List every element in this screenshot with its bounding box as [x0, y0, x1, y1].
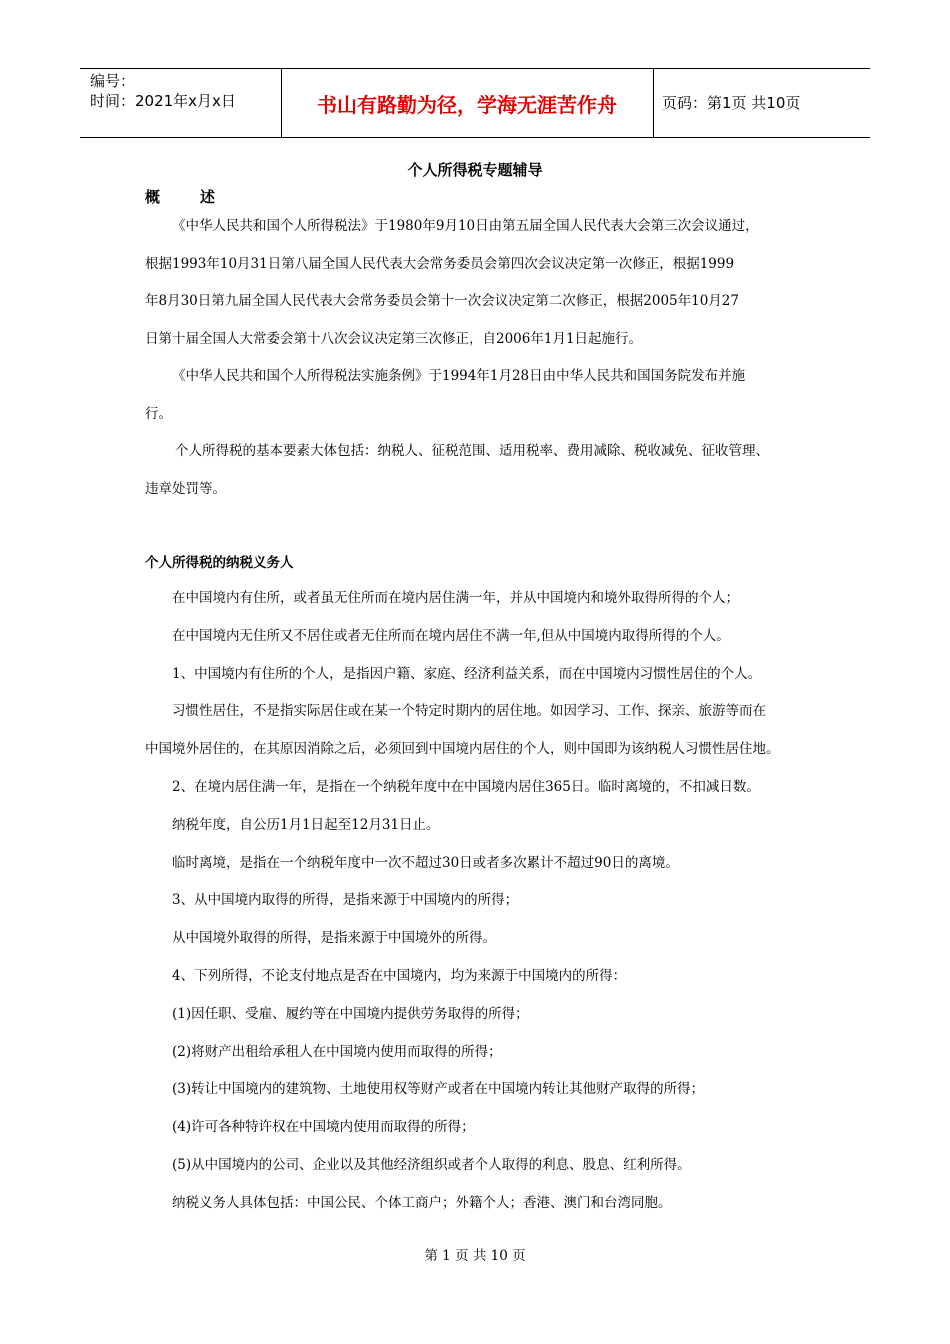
paragraph: 2、在境内居住满一年，是指在一个纳税年度中在中国境内居住365日。临时离境的，不扣减日数。: [172, 778, 760, 795]
page-footer: 第 1 页 共 10 页: [424, 1248, 526, 1264]
paragraph: 从中国境外取得的所得，是指来源于中国境外的所得。: [172, 930, 496, 947]
list-item: (1)因任职、受雇、履约等在中国境内提供劳务取得的所得；: [172, 1005, 529, 1022]
regulation-line: 《中华人民共和国个人所得税法实施条例》于1994年1月28日由中华人民共和国国务院发布并施: [172, 368, 746, 384]
paragraph: 在中国境内无住所又不居住或者无住所而在境内居住不满一年,但从中国境内取得所得的个人。: [172, 627, 730, 644]
paragraph: 在中国境内有住所，或者虽无住所而在境内居住满一年，并从中国境内和境外取得所得的个人；: [172, 590, 739, 606]
document-body: [145, 186, 810, 1223]
list-item: (4)许可各种特许权在中国境内使用而取得的所得；: [172, 1119, 475, 1136]
paragraph: 习惯性居住，不是指实际居住或在某一个特定时期内的居住地。如因学习、工作、探亲、旅游等而在: [172, 703, 766, 720]
document-date: 时间：2021年x月x日: [90, 92, 236, 110]
overview-line: 《中华人民共和国个人所得税法》于1980年9月10日由第五届全国人民代表大会第三次会议通过，: [172, 218, 759, 234]
header-motto-cell: [281, 69, 654, 137]
header-info-cell: [80, 69, 282, 137]
paragraph: 3、从中国境内取得的所得，是指来源于中国境内的所得；: [172, 892, 519, 909]
header-page-info: 页码：第1页 共10页: [662, 94, 801, 112]
paragraph: 纳税年度，自公历1月1日起至12月31日止。: [172, 816, 440, 833]
list-item: (3)转让中国境内的建筑物、土地使用权等财产或者在中国境内转让其他财产取得的所得；: [172, 1081, 705, 1098]
section-spacer: [145, 508, 810, 546]
overview-line: 年8月30日第九届全国人民代表大会常务委员会第十一次会议决定第二次修正，根据2005年10月27: [145, 293, 739, 309]
section-heading-taxpayers: 个人所得税的纳税义务人: [145, 555, 294, 571]
paragraph: 临时离境，是指在一个纳税年度中一次不超过30日或者多次累计不超过90日的离境。: [172, 854, 679, 871]
header-motto: 书山有路勤为径，学海无涯苦作舟: [317, 93, 617, 117]
paragraph: 中国境外居住的，在其原因消除之后，必须回到中国境内居住的个人，则中国即为该纳税人习惯性居住地。: [145, 741, 780, 758]
paragraph: 1、中国境内有住所的个人，是指因户籍、家庭、经济利益关系，而在中国境内习惯性居住的个人。: [172, 665, 762, 682]
document-number-label: 编号：: [90, 72, 136, 90]
overview-heading: 概述: [145, 188, 256, 206]
list-item: (2)将财产出租给承租人在中国境内使用而取得的所得；: [172, 1043, 502, 1060]
list-item: (5)从中国境内的公司、企业以及其他经济组织或者个人取得的利息、股息、红利所得。: [172, 1156, 691, 1173]
paragraph: 纳税义务人具体包括：中国公民、个体工商户；外籍个人；香港、澳门和台湾同胞。: [172, 1194, 672, 1211]
paragraph: 4、下列所得，不论支付地点是否在中国境内，均为来源于中国境内的所得：: [172, 967, 627, 984]
document-title: 个人所得税专题辅导: [407, 161, 543, 179]
overview-line: 日第十届全国人大常委会第十八次会议决定第三次修正，自2006年1月1日起施行。: [145, 330, 643, 347]
document-header-table: [80, 68, 870, 138]
elements-line: 违章处罚等。: [145, 480, 226, 497]
header-page-cell: [654, 69, 870, 137]
regulation-line: 行。: [145, 405, 172, 422]
elements-line: 个人所得税的基本要素大体包括：纳税人、征税范围、适用税率、费用减除、税收减免、征收管理、: [175, 443, 769, 459]
overview-line: 根据1993年10月31日第八届全国人民代表大会常务委员会第四次会议决定第一次修正，根据1999: [145, 255, 735, 272]
